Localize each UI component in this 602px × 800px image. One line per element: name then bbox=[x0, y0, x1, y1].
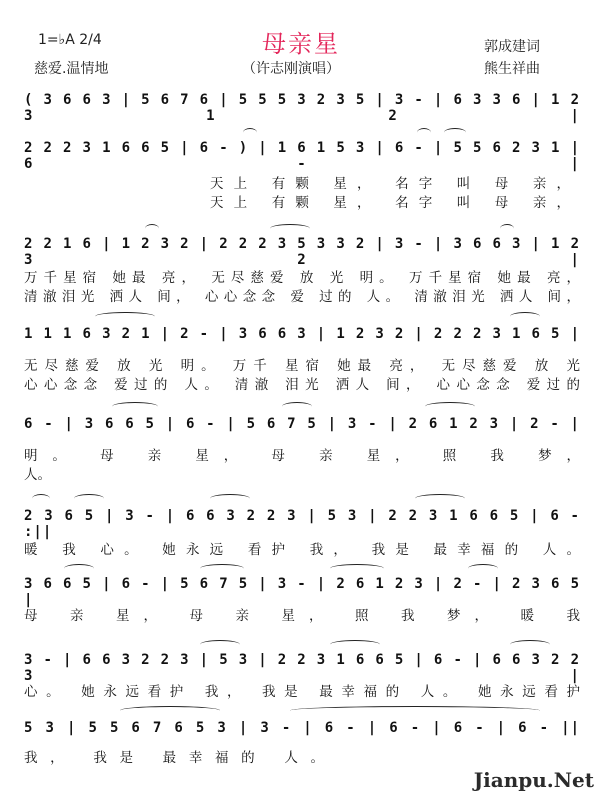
lyric-line: 清澈泪光 洒人 间， 心心念念 爱 过的 人。 清澈泪光 洒人 间， bbox=[24, 289, 580, 305]
slur-mark bbox=[510, 640, 550, 649]
slur-mark bbox=[330, 640, 380, 649]
key-signature: 1=♭A 2/4 bbox=[38, 32, 102, 48]
lyric-line: 无尽慈爱 放 光 明。 万千 星宿 她最 亮， 无尽慈爱 放 光 bbox=[24, 358, 580, 374]
slur-mark bbox=[210, 494, 250, 503]
slur-mark bbox=[112, 402, 158, 411]
score-line-6 bbox=[24, 508, 580, 540]
slur-mark bbox=[270, 224, 310, 233]
slur-mark bbox=[415, 494, 465, 503]
notation: 3 - | 6 6 3 2 2 3 | 5 3 | 2 2 3 1 6 6 5 | 6 - | 6 6 3 2 2 3 | bbox=[24, 652, 580, 684]
lyric-line: 暖 我 心。 她永远 看护 我， 我是 最幸福的 人。 bbox=[24, 542, 580, 558]
slur-mark bbox=[243, 128, 257, 137]
slur-mark bbox=[64, 564, 94, 573]
slur-mark bbox=[282, 402, 312, 411]
lyric-line: 我， 我是 最幸福的 人。 bbox=[24, 750, 324, 766]
lyric-line: 心心念念 爱过的 人。 清澈 泪光 洒人 间， 心心念念 爱过的 bbox=[24, 377, 580, 393]
site-watermark: Jianpu.Net bbox=[473, 768, 594, 792]
tempo-mood: 慈爱.温情地 bbox=[34, 61, 109, 77]
slur-mark bbox=[425, 402, 475, 411]
lyric-line: 人。 bbox=[24, 467, 51, 483]
composer-credit: 熊生祥曲 bbox=[484, 61, 540, 77]
notation: 1 1 1 6 3 2 1 | 2 - | 3 6 6 3 | 1 2 3 2 | 2 2 2 3 1 6 5 | bbox=[24, 326, 580, 342]
notation: 3 6 6 5 | 6 - | 5 6 7 5 | 3 - | 2 6 1 2 3 | 2 - | 2 3 6 5 | bbox=[24, 576, 580, 608]
lyric-line: 心。 她永远看护 我， 我是 最幸福的 人。 她永远看护 bbox=[24, 684, 580, 700]
score-line-9 bbox=[24, 720, 580, 744]
lyric-line: 母 亲 星， 母 亲 星， 照 我 梦， 暖 我 bbox=[24, 608, 580, 624]
lyric-line: 天上 有颗 星， 名字 叫 母 亲， bbox=[210, 195, 570, 211]
score-line-1 bbox=[24, 92, 580, 124]
score-line-4 bbox=[24, 326, 580, 350]
score-line-5 bbox=[24, 416, 580, 440]
score-line-8 bbox=[24, 652, 580, 684]
score-line-3 bbox=[24, 236, 580, 268]
notation: 5 3 | 5 5 6 7 6 5 3 | 3 - | 6 - | 6 - | 6 - | 6 - || bbox=[24, 720, 580, 736]
notation: ( 3 6 6 3 | 5 6 7 6 | 5 5 5 3 2 3 5 | 3 - | 6 3 3 6 | 1 2 3 1 2 | bbox=[24, 92, 580, 124]
slur-mark bbox=[444, 128, 466, 137]
slur-mark bbox=[468, 564, 498, 573]
lyricist-credit: 郭成建词 bbox=[484, 39, 540, 55]
notation: 2 3 6 5 | 3 - | 6 6 3 2 2 3 | 5 3 | 2 2 3 1 6 6 5 | 6 - :|| bbox=[24, 508, 580, 540]
score-line-2 bbox=[24, 140, 580, 172]
slur-mark bbox=[32, 494, 50, 503]
lyric-line: 万千星宿 她最 亮， 无尽慈爱 放 光 明。 万千星宿 她最 亮， bbox=[24, 270, 580, 286]
slur-mark bbox=[417, 128, 431, 137]
notation: 6 - | 3 6 6 5 | 6 - | 5 6 7 5 | 3 - | 2 6 1 2 3 | 2 - | bbox=[24, 416, 580, 432]
lyric-line: 明。 母 亲 星， 母 亲 星， 照 我 梦， bbox=[24, 448, 580, 464]
slur-mark bbox=[510, 312, 540, 321]
score-line-7 bbox=[24, 576, 580, 608]
song-title: 母亲星 bbox=[262, 30, 340, 58]
slur-mark bbox=[500, 224, 514, 233]
slur-mark bbox=[74, 494, 104, 503]
notation: 2 2 1 6 | 1 2 3 2 | 2 2 2 3 5 3 3 2 | 3 - | 3 6 6 3 | 1 2 3 2 | bbox=[24, 236, 580, 268]
slur-mark bbox=[120, 706, 220, 715]
lyric-line: 天上 有颗 星， 名字 叫 母 亲， bbox=[210, 176, 570, 192]
singer-credit: （许志刚演唱） bbox=[242, 61, 340, 77]
slur-mark bbox=[95, 312, 155, 321]
slur-mark bbox=[200, 640, 240, 649]
slur-mark bbox=[145, 224, 159, 233]
notation: 2 2 2 3 1 6 6 5 | 6 - ) | 1 6 1 5 3 | 6 - | 5 5 6 2 3 1 | 6 - | bbox=[24, 140, 580, 172]
slur-mark bbox=[290, 706, 540, 715]
slur-mark bbox=[330, 564, 384, 573]
slur-mark bbox=[200, 564, 244, 573]
